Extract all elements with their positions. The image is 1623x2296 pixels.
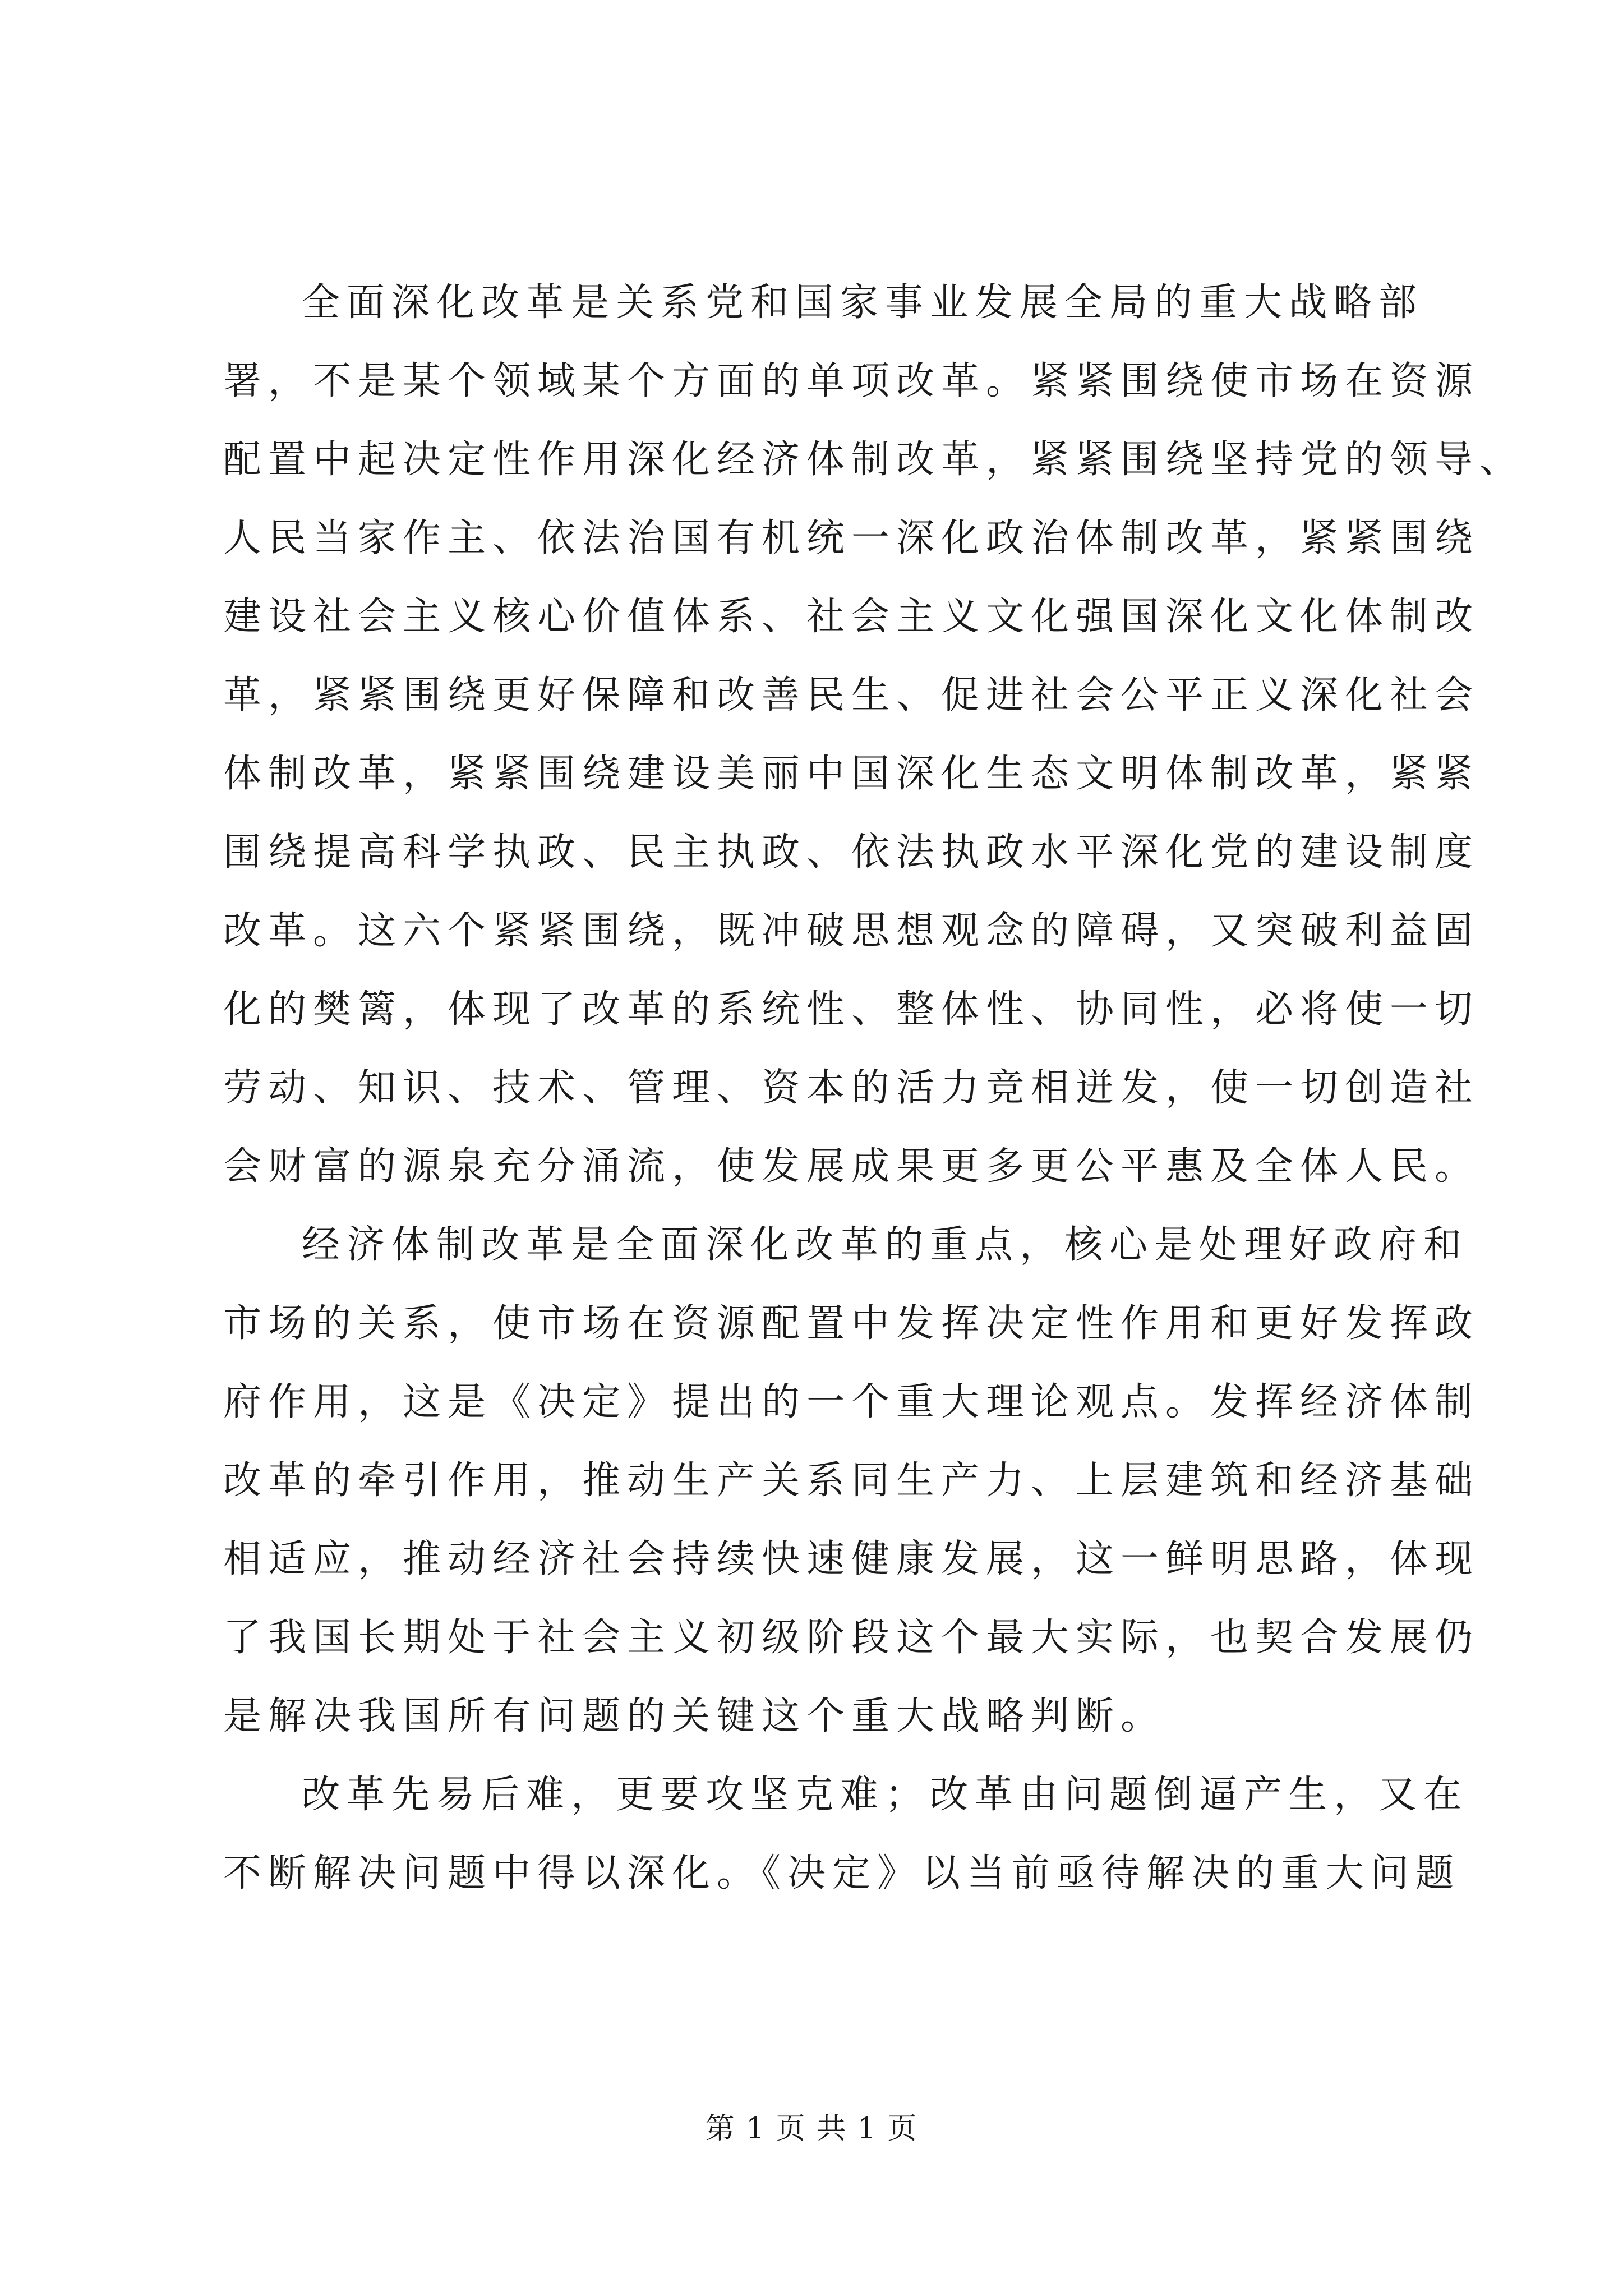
text-line: 改革。这六个紧紧围绕，既冲破思想观念的障碍，又突破利益固 xyxy=(223,909,1480,953)
text-line: 是解决我国所有问题的关键这个重大战略判断。 xyxy=(223,1694,1166,1738)
text-line: 市场的关系，使市场在资源配置中发挥决定性作用和更好发挥政 xyxy=(223,1301,1480,1346)
text-line: 府作用，这是《决定》提出的一个重大理论观点。发挥经济体制 xyxy=(223,1380,1480,1424)
text-line: 改革的牵引作用，推动生产关系同生产力、上层建筑和经济基础 xyxy=(223,1458,1480,1503)
text-line: 配置中起决定性作用深化经济体制改革，紧紧围绕坚持党的领导、 xyxy=(223,438,1525,482)
paragraph-3 xyxy=(223,1756,1469,1913)
text-line: 不断解决问题中得以深化。《决定》以当前亟待解决的重大问题 xyxy=(223,1851,1461,1895)
text-line: 人民当家作主、依法治国有机统一深化政治体制改革，紧紧围绕 xyxy=(223,516,1480,560)
text-line: 相适应，推动经济社会持续快速健康发展，这一鲜明思路，体现 xyxy=(223,1537,1480,1581)
text-line: 全面深化改革是关系党和国家事业发展全局的重大战略部 xyxy=(302,280,1424,325)
text-line: 革，紧紧围绕更好保障和改善民生、促进社会公平正义深化社会 xyxy=(223,673,1480,717)
text-line: 化的樊篱，体现了改革的系统性、整体性、协同性，必将使一切 xyxy=(223,987,1480,1032)
paragraph-2 xyxy=(223,1206,1480,1756)
page-number-footer: 第 1 页 共 1 页 xyxy=(705,2112,918,2146)
paragraph-1 xyxy=(223,264,1525,1206)
text-line: 会财富的源泉充分涌流，使发展成果更多更公平惠及全体人民。 xyxy=(223,1144,1480,1189)
text-line: 署，不是某个领域某个方面的单项改革。紧紧围绕使市场在资源 xyxy=(223,359,1480,403)
text-line: 围绕提高科学执政、民主执政、依法执政水平深化党的建设制度 xyxy=(223,830,1480,875)
document-body xyxy=(223,264,1525,1913)
text-line: 经济体制改革是全面深化改革的重点，核心是处理好政府和 xyxy=(302,1223,1469,1267)
text-line: 了我国长期处于社会主义初级阶段这个最大实际，也契合发展仍 xyxy=(223,1616,1480,1660)
text-line: 改革先易后难，更要攻坚克难；改革由问题倒逼产生，又在 xyxy=(302,1773,1469,1817)
text-line: 建设社会主义核心价值体系、社会主义文化强国深化文化体制改 xyxy=(223,595,1480,639)
text-line: 劳动、知识、技术、管理、资本的活力竞相迸发，使一切创造社 xyxy=(223,1066,1480,1110)
text-line: 体制改革，紧紧围绕建设美丽中国深化生态文明体制改革，紧紧 xyxy=(223,752,1480,796)
